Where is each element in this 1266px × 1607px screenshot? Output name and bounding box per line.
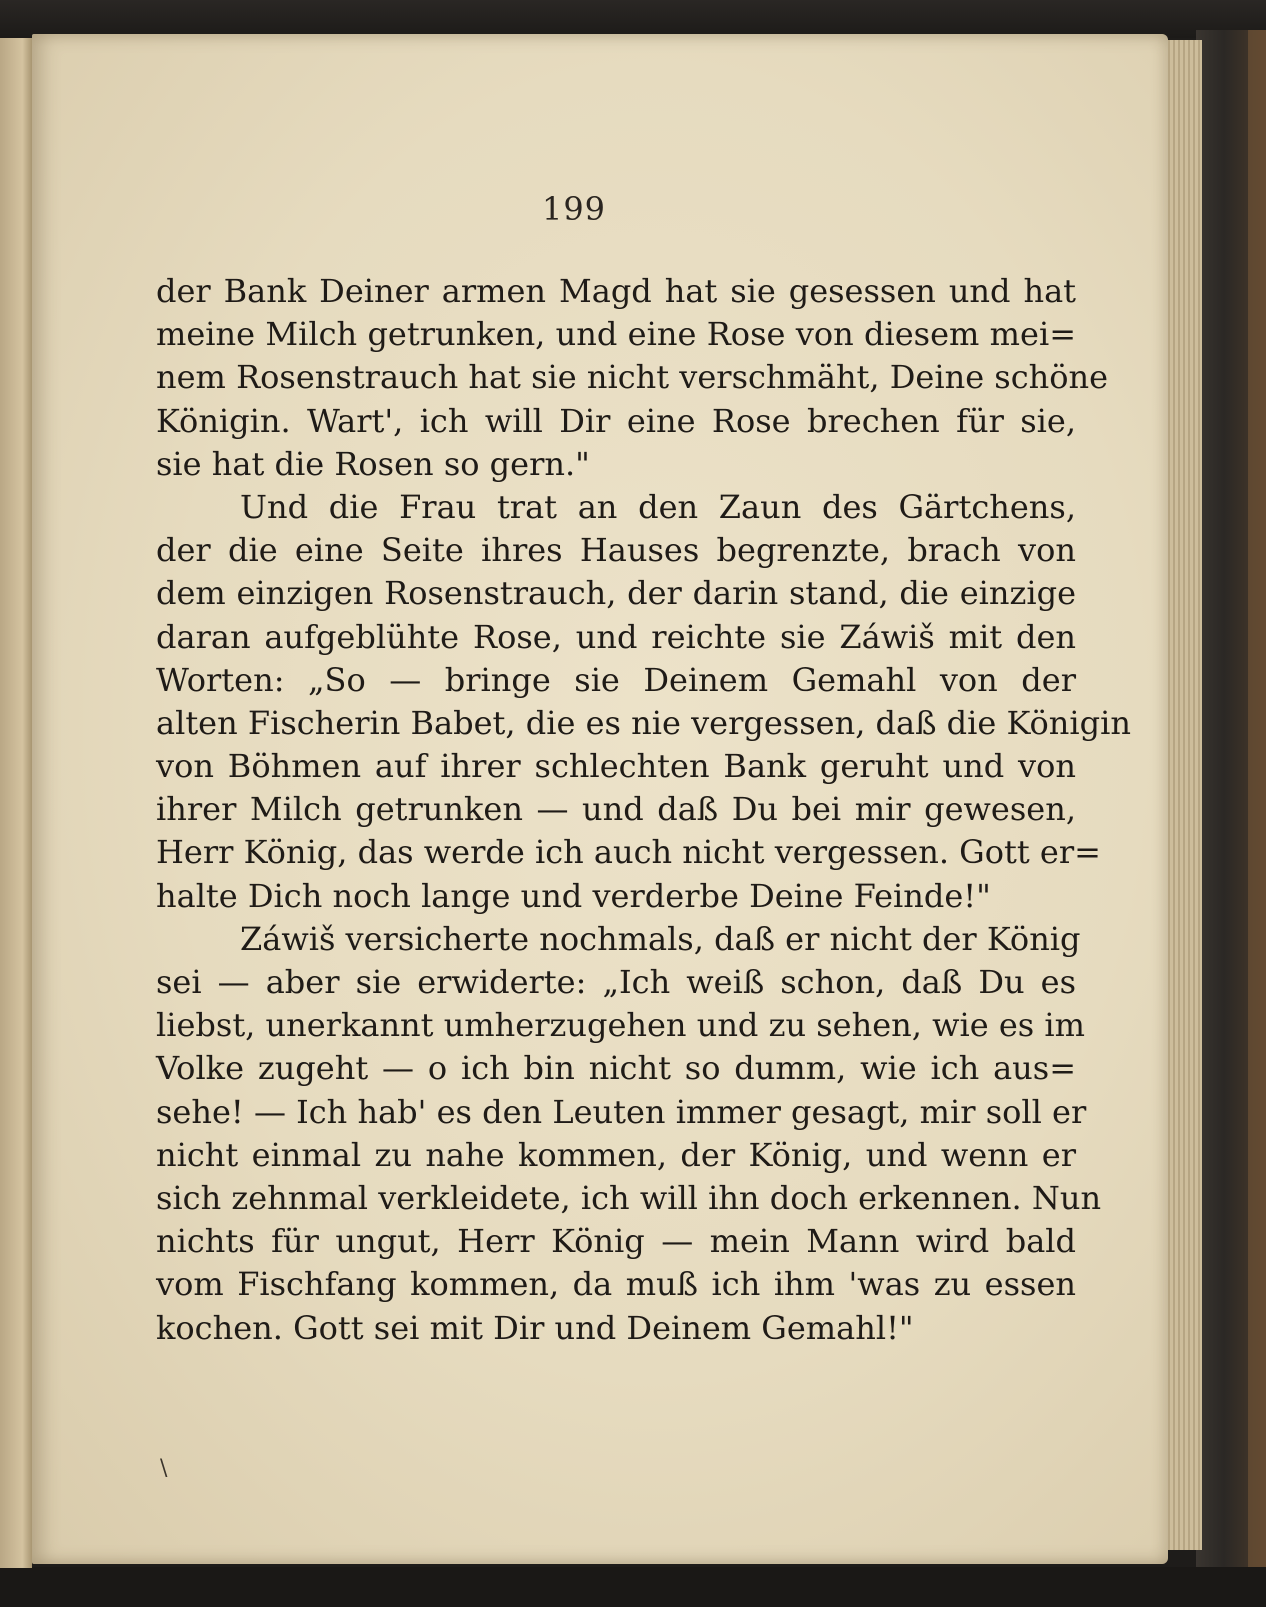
text-line: daran aufgeblühte Rose, und reichte sie Záwiš mit den	[156, 617, 1076, 656]
text-line: Volke zugeht — o ich bin nicht so dumm, wie ich aus=	[156, 1049, 1076, 1088]
text-line: der die eine Seite ihres Hauses begrenzte, brach von	[156, 531, 1076, 570]
text-line: sei — aber sie erwiderte: „Ich weiß schon, daß Du es	[156, 963, 1076, 1001]
text-line: nicht einmal zu nahe kommen, der König, und wenn er	[156, 1135, 1076, 1174]
text-line: halte Dich noch lange und verderbe Deine Feinde!"	[156, 876, 991, 915]
text-line: meine Milch getrunken, und eine Rose von diesem mei=	[156, 315, 1076, 354]
text-line: sie hat die Rosen so gern."	[156, 444, 590, 483]
text-line: ihrer Milch getrunken — und daß Du bei mir gewesen,	[156, 790, 1076, 829]
book-cover-top	[0, 0, 1266, 38]
text-line: vom Fischfang kommen, da muß ich ihm 'was zu essen	[156, 1265, 1076, 1304]
text-line: Herr König, das werde ich auch nicht vergessen. Gott er=	[156, 833, 1101, 872]
text-line: Königin. Wart', ich will Dir eine Rose brechen für sie,	[156, 401, 1076, 440]
text-line: sehe! — Ich hab' es den Leuten immer gesagt, mir soll er	[156, 1092, 1087, 1131]
facing-page-edge	[0, 38, 32, 1568]
text-line: nem Rosenstrauch hat sie nicht verschmäht, Deine schöne	[156, 358, 1109, 397]
text-line: dem einzigen Rosenstrauch, der darin stand, die einzige	[156, 574, 1076, 613]
paragraph-start-line: Záwiš versicherte nochmals, daß er nicht der König	[240, 919, 1081, 958]
text-line: alten Fischerin Babet, die es nie vergessen, daß die Königin	[156, 703, 1131, 742]
book-cover-leather-edge	[1248, 30, 1266, 1607]
page-number: 199	[541, 190, 607, 228]
book-cover-bottom	[0, 1567, 1266, 1607]
text-line: von Böhmen auf ihrer schlechten Bank geruht und von	[156, 747, 1076, 786]
book-page	[32, 34, 1168, 1564]
text-line: der Bank Deiner armen Magd hat sie gesessen und hat	[156, 272, 1076, 310]
paragraph-start-line: Und die Frau trat an den Zaun des Gärtchens,	[240, 487, 1076, 526]
stray-pencil-mark: \	[160, 1456, 168, 1481]
text-line: nichts für ungut, Herr König — mein Mann wird bald	[156, 1222, 1076, 1261]
text-line: sich zehnmal verkleidete, ich will ihn doch erkennen. Nun	[156, 1178, 1102, 1217]
body-text	[156, 270, 1131, 1350]
text-line: kochen. Gott sei mit Dir und Deinem Gemahl!"	[156, 1308, 914, 1347]
text-line: liebst, unerkannt umherzugehen und zu sehen, wie es im	[156, 1006, 1085, 1045]
text-line: Worten: „So — bringe sie Deinem Gemahl von der	[156, 660, 1076, 699]
